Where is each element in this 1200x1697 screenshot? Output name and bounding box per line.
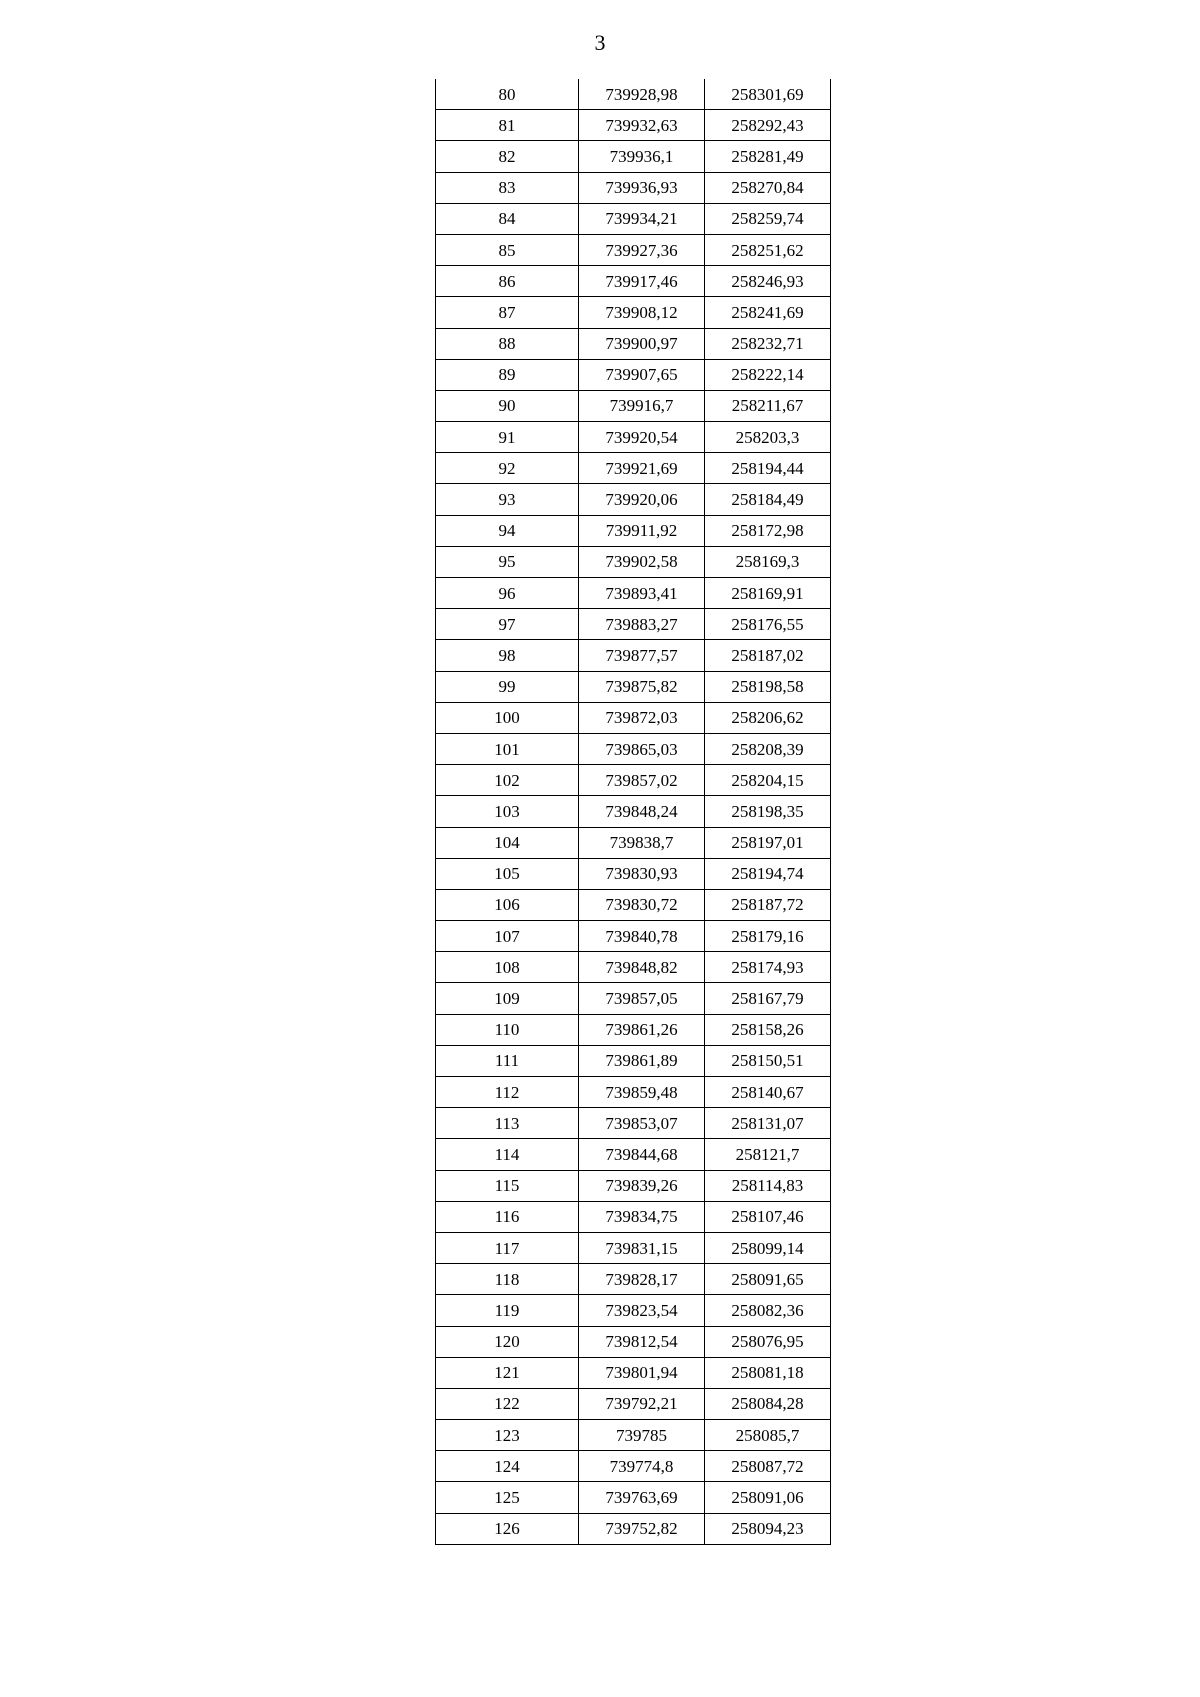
table-row (436, 1139, 831, 1170)
table-row (436, 172, 831, 203)
table-row (436, 110, 831, 141)
table-row (436, 858, 831, 889)
table-row (436, 328, 831, 359)
table-row (436, 1295, 831, 1326)
y-coordinate-cell: 258082,36 (705, 1295, 831, 1326)
point-number-cell: 101 (436, 733, 579, 764)
table-row (436, 203, 831, 234)
table-row (436, 1326, 831, 1357)
point-number-cell: 91 (436, 422, 579, 453)
y-coordinate-cell: 258281,49 (705, 141, 831, 172)
point-number-cell: 119 (436, 1295, 579, 1326)
y-coordinate-cell: 258099,14 (705, 1232, 831, 1263)
table-row (436, 1077, 831, 1108)
x-coordinate-cell: 739792,21 (579, 1388, 705, 1419)
point-number-cell: 107 (436, 921, 579, 952)
page-number: 3 (594, 30, 606, 55)
point-number-cell: 102 (436, 765, 579, 796)
point-number-cell: 81 (436, 110, 579, 141)
point-number-cell: 82 (436, 141, 579, 172)
x-coordinate-cell: 739848,82 (579, 952, 705, 983)
y-coordinate-cell: 258150,51 (705, 1045, 831, 1076)
y-coordinate-cell: 258076,95 (705, 1326, 831, 1357)
x-coordinate-cell: 739838,7 (579, 827, 705, 858)
x-coordinate-cell: 739908,12 (579, 297, 705, 328)
y-coordinate-cell: 258211,67 (705, 390, 831, 421)
table-row (436, 765, 831, 796)
point-number-cell: 97 (436, 609, 579, 640)
point-number-cell: 122 (436, 1388, 579, 1419)
x-coordinate-cell: 739916,7 (579, 390, 705, 421)
y-coordinate-cell: 258131,07 (705, 1108, 831, 1139)
table-row (436, 1451, 831, 1482)
point-number-cell: 112 (436, 1077, 579, 1108)
y-coordinate-cell: 258085,7 (705, 1420, 831, 1451)
x-coordinate-cell: 739853,07 (579, 1108, 705, 1139)
table-row (436, 79, 831, 110)
table-row (436, 1201, 831, 1232)
x-coordinate-cell: 739834,75 (579, 1201, 705, 1232)
x-coordinate-cell: 739840,78 (579, 921, 705, 952)
x-coordinate-cell: 739907,65 (579, 359, 705, 390)
x-coordinate-cell: 739936,1 (579, 141, 705, 172)
table-row (436, 266, 831, 297)
y-coordinate-cell: 258172,98 (705, 515, 831, 546)
x-coordinate-cell: 739812,54 (579, 1326, 705, 1357)
table-body (436, 79, 831, 1544)
point-number-cell: 95 (436, 546, 579, 577)
table-row (436, 671, 831, 702)
y-coordinate-cell: 258140,67 (705, 1077, 831, 1108)
table-row (436, 297, 831, 328)
table-row (436, 952, 831, 983)
table-row (436, 1513, 831, 1544)
y-coordinate-cell: 258222,14 (705, 359, 831, 390)
x-coordinate-cell: 739785 (579, 1420, 705, 1451)
x-coordinate-cell: 739830,72 (579, 889, 705, 920)
x-coordinate-cell: 739920,54 (579, 422, 705, 453)
x-coordinate-cell: 739752,82 (579, 1513, 705, 1544)
table-row (436, 1014, 831, 1045)
y-coordinate-cell: 258270,84 (705, 172, 831, 203)
point-number-cell: 94 (436, 515, 579, 546)
x-coordinate-cell: 739900,97 (579, 328, 705, 359)
table-row (436, 546, 831, 577)
point-number-cell: 108 (436, 952, 579, 983)
y-coordinate-cell: 258198,58 (705, 671, 831, 702)
table-row (436, 1420, 831, 1451)
x-coordinate-cell: 739893,41 (579, 578, 705, 609)
x-coordinate-cell: 739861,26 (579, 1014, 705, 1045)
table-row (436, 1232, 831, 1263)
x-coordinate-cell: 739861,89 (579, 1045, 705, 1076)
table-row (436, 453, 831, 484)
point-number-cell: 99 (436, 671, 579, 702)
y-coordinate-cell: 258232,71 (705, 328, 831, 359)
table-row (436, 578, 831, 609)
y-coordinate-cell: 258198,35 (705, 796, 831, 827)
table-row (436, 484, 831, 515)
table-row (436, 1045, 831, 1076)
table-row (436, 390, 831, 421)
point-number-cell: 124 (436, 1451, 579, 1482)
table-row (436, 515, 831, 546)
x-coordinate-cell: 739823,54 (579, 1295, 705, 1326)
point-number-cell: 98 (436, 640, 579, 671)
point-number-cell: 84 (436, 203, 579, 234)
table-row (436, 422, 831, 453)
point-number-cell: 104 (436, 827, 579, 858)
x-coordinate-cell: 739936,93 (579, 172, 705, 203)
y-coordinate-cell: 258091,65 (705, 1264, 831, 1295)
y-coordinate-cell: 258114,83 (705, 1170, 831, 1201)
table-row (436, 234, 831, 265)
point-number-cell: 106 (436, 889, 579, 920)
y-coordinate-cell: 258121,7 (705, 1139, 831, 1170)
point-number-cell: 109 (436, 983, 579, 1014)
point-number-cell: 88 (436, 328, 579, 359)
table-row (436, 359, 831, 390)
table-row (436, 141, 831, 172)
x-coordinate-cell: 739902,58 (579, 546, 705, 577)
table-row (436, 702, 831, 733)
x-coordinate-cell: 739857,02 (579, 765, 705, 796)
point-number-cell: 121 (436, 1357, 579, 1388)
point-number-cell: 83 (436, 172, 579, 203)
x-coordinate-cell: 739932,63 (579, 110, 705, 141)
x-coordinate-cell: 739774,8 (579, 1451, 705, 1482)
x-coordinate-cell: 739844,68 (579, 1139, 705, 1170)
x-coordinate-cell: 739920,06 (579, 484, 705, 515)
x-coordinate-cell: 739877,57 (579, 640, 705, 671)
y-coordinate-cell: 258084,28 (705, 1388, 831, 1419)
point-number-cell: 125 (436, 1482, 579, 1513)
y-coordinate-cell: 258169,91 (705, 578, 831, 609)
table-row (436, 921, 831, 952)
y-coordinate-cell: 258187,72 (705, 889, 831, 920)
table-row (436, 889, 831, 920)
point-number-cell: 116 (436, 1201, 579, 1232)
point-number-cell: 87 (436, 297, 579, 328)
x-coordinate-cell: 739830,93 (579, 858, 705, 889)
x-coordinate-cell: 739921,69 (579, 453, 705, 484)
y-coordinate-cell: 258292,43 (705, 110, 831, 141)
point-number-cell: 105 (436, 858, 579, 889)
point-number-cell: 85 (436, 234, 579, 265)
point-number-cell: 120 (436, 1326, 579, 1357)
y-coordinate-cell: 258176,55 (705, 609, 831, 640)
table-row (436, 1388, 831, 1419)
point-number-cell: 93 (436, 484, 579, 515)
point-number-cell: 117 (436, 1232, 579, 1263)
table-row (436, 1108, 831, 1139)
point-number-cell: 123 (436, 1420, 579, 1451)
point-number-cell: 118 (436, 1264, 579, 1295)
point-number-cell: 90 (436, 390, 579, 421)
y-coordinate-cell: 258184,49 (705, 484, 831, 515)
x-coordinate-cell: 739848,24 (579, 796, 705, 827)
x-coordinate-cell: 739828,17 (579, 1264, 705, 1295)
y-coordinate-cell: 258197,01 (705, 827, 831, 858)
point-number-cell: 103 (436, 796, 579, 827)
point-number-cell: 96 (436, 578, 579, 609)
x-coordinate-cell: 739917,46 (579, 266, 705, 297)
table-row (436, 1357, 831, 1388)
y-coordinate-cell: 258174,93 (705, 952, 831, 983)
y-coordinate-cell: 258208,39 (705, 733, 831, 764)
y-coordinate-cell: 258194,74 (705, 858, 831, 889)
point-number-cell: 86 (436, 266, 579, 297)
x-coordinate-cell: 739927,36 (579, 234, 705, 265)
y-coordinate-cell: 258206,62 (705, 702, 831, 733)
y-coordinate-cell: 258087,72 (705, 1451, 831, 1482)
y-coordinate-cell: 258301,69 (705, 79, 831, 110)
table-row (436, 827, 831, 858)
x-coordinate-cell: 739928,98 (579, 79, 705, 110)
point-number-cell: 111 (436, 1045, 579, 1076)
table-row (436, 983, 831, 1014)
table-row (436, 1170, 831, 1201)
table-row (436, 609, 831, 640)
x-coordinate-cell: 739911,92 (579, 515, 705, 546)
point-number-cell: 115 (436, 1170, 579, 1201)
y-coordinate-cell: 258081,18 (705, 1357, 831, 1388)
point-number-cell: 80 (436, 79, 579, 110)
x-coordinate-cell: 739934,21 (579, 203, 705, 234)
x-coordinate-cell: 739831,15 (579, 1232, 705, 1263)
y-coordinate-cell: 258158,26 (705, 1014, 831, 1045)
y-coordinate-cell: 258204,15 (705, 765, 831, 796)
table-row (436, 640, 831, 671)
table-row (436, 733, 831, 764)
x-coordinate-cell: 739801,94 (579, 1357, 705, 1388)
y-coordinate-cell: 258169,3 (705, 546, 831, 577)
point-number-cell: 92 (436, 453, 579, 484)
y-coordinate-cell: 258203,3 (705, 422, 831, 453)
x-coordinate-cell: 739859,48 (579, 1077, 705, 1108)
point-number-cell: 114 (436, 1139, 579, 1170)
x-coordinate-cell: 739763,69 (579, 1482, 705, 1513)
table-row (436, 1482, 831, 1513)
y-coordinate-cell: 258251,62 (705, 234, 831, 265)
y-coordinate-cell: 258107,46 (705, 1201, 831, 1232)
y-coordinate-cell: 258179,16 (705, 921, 831, 952)
y-coordinate-cell: 258187,02 (705, 640, 831, 671)
point-number-cell: 110 (436, 1014, 579, 1045)
x-coordinate-cell: 739857,05 (579, 983, 705, 1014)
table-row (436, 1264, 831, 1295)
y-coordinate-cell: 258094,23 (705, 1513, 831, 1544)
y-coordinate-cell: 258091,06 (705, 1482, 831, 1513)
table-row (436, 796, 831, 827)
coordinates-table (435, 79, 831, 1545)
y-coordinate-cell: 258241,69 (705, 297, 831, 328)
x-coordinate-cell: 739839,26 (579, 1170, 705, 1201)
y-coordinate-cell: 258167,79 (705, 983, 831, 1014)
point-number-cell: 100 (436, 702, 579, 733)
x-coordinate-cell: 739872,03 (579, 702, 705, 733)
y-coordinate-cell: 258246,93 (705, 266, 831, 297)
point-number-cell: 89 (436, 359, 579, 390)
point-number-cell: 126 (436, 1513, 579, 1544)
y-coordinate-cell: 258194,44 (705, 453, 831, 484)
x-coordinate-cell: 739883,27 (579, 609, 705, 640)
x-coordinate-cell: 739875,82 (579, 671, 705, 702)
y-coordinate-cell: 258259,74 (705, 203, 831, 234)
x-coordinate-cell: 739865,03 (579, 733, 705, 764)
point-number-cell: 113 (436, 1108, 579, 1139)
